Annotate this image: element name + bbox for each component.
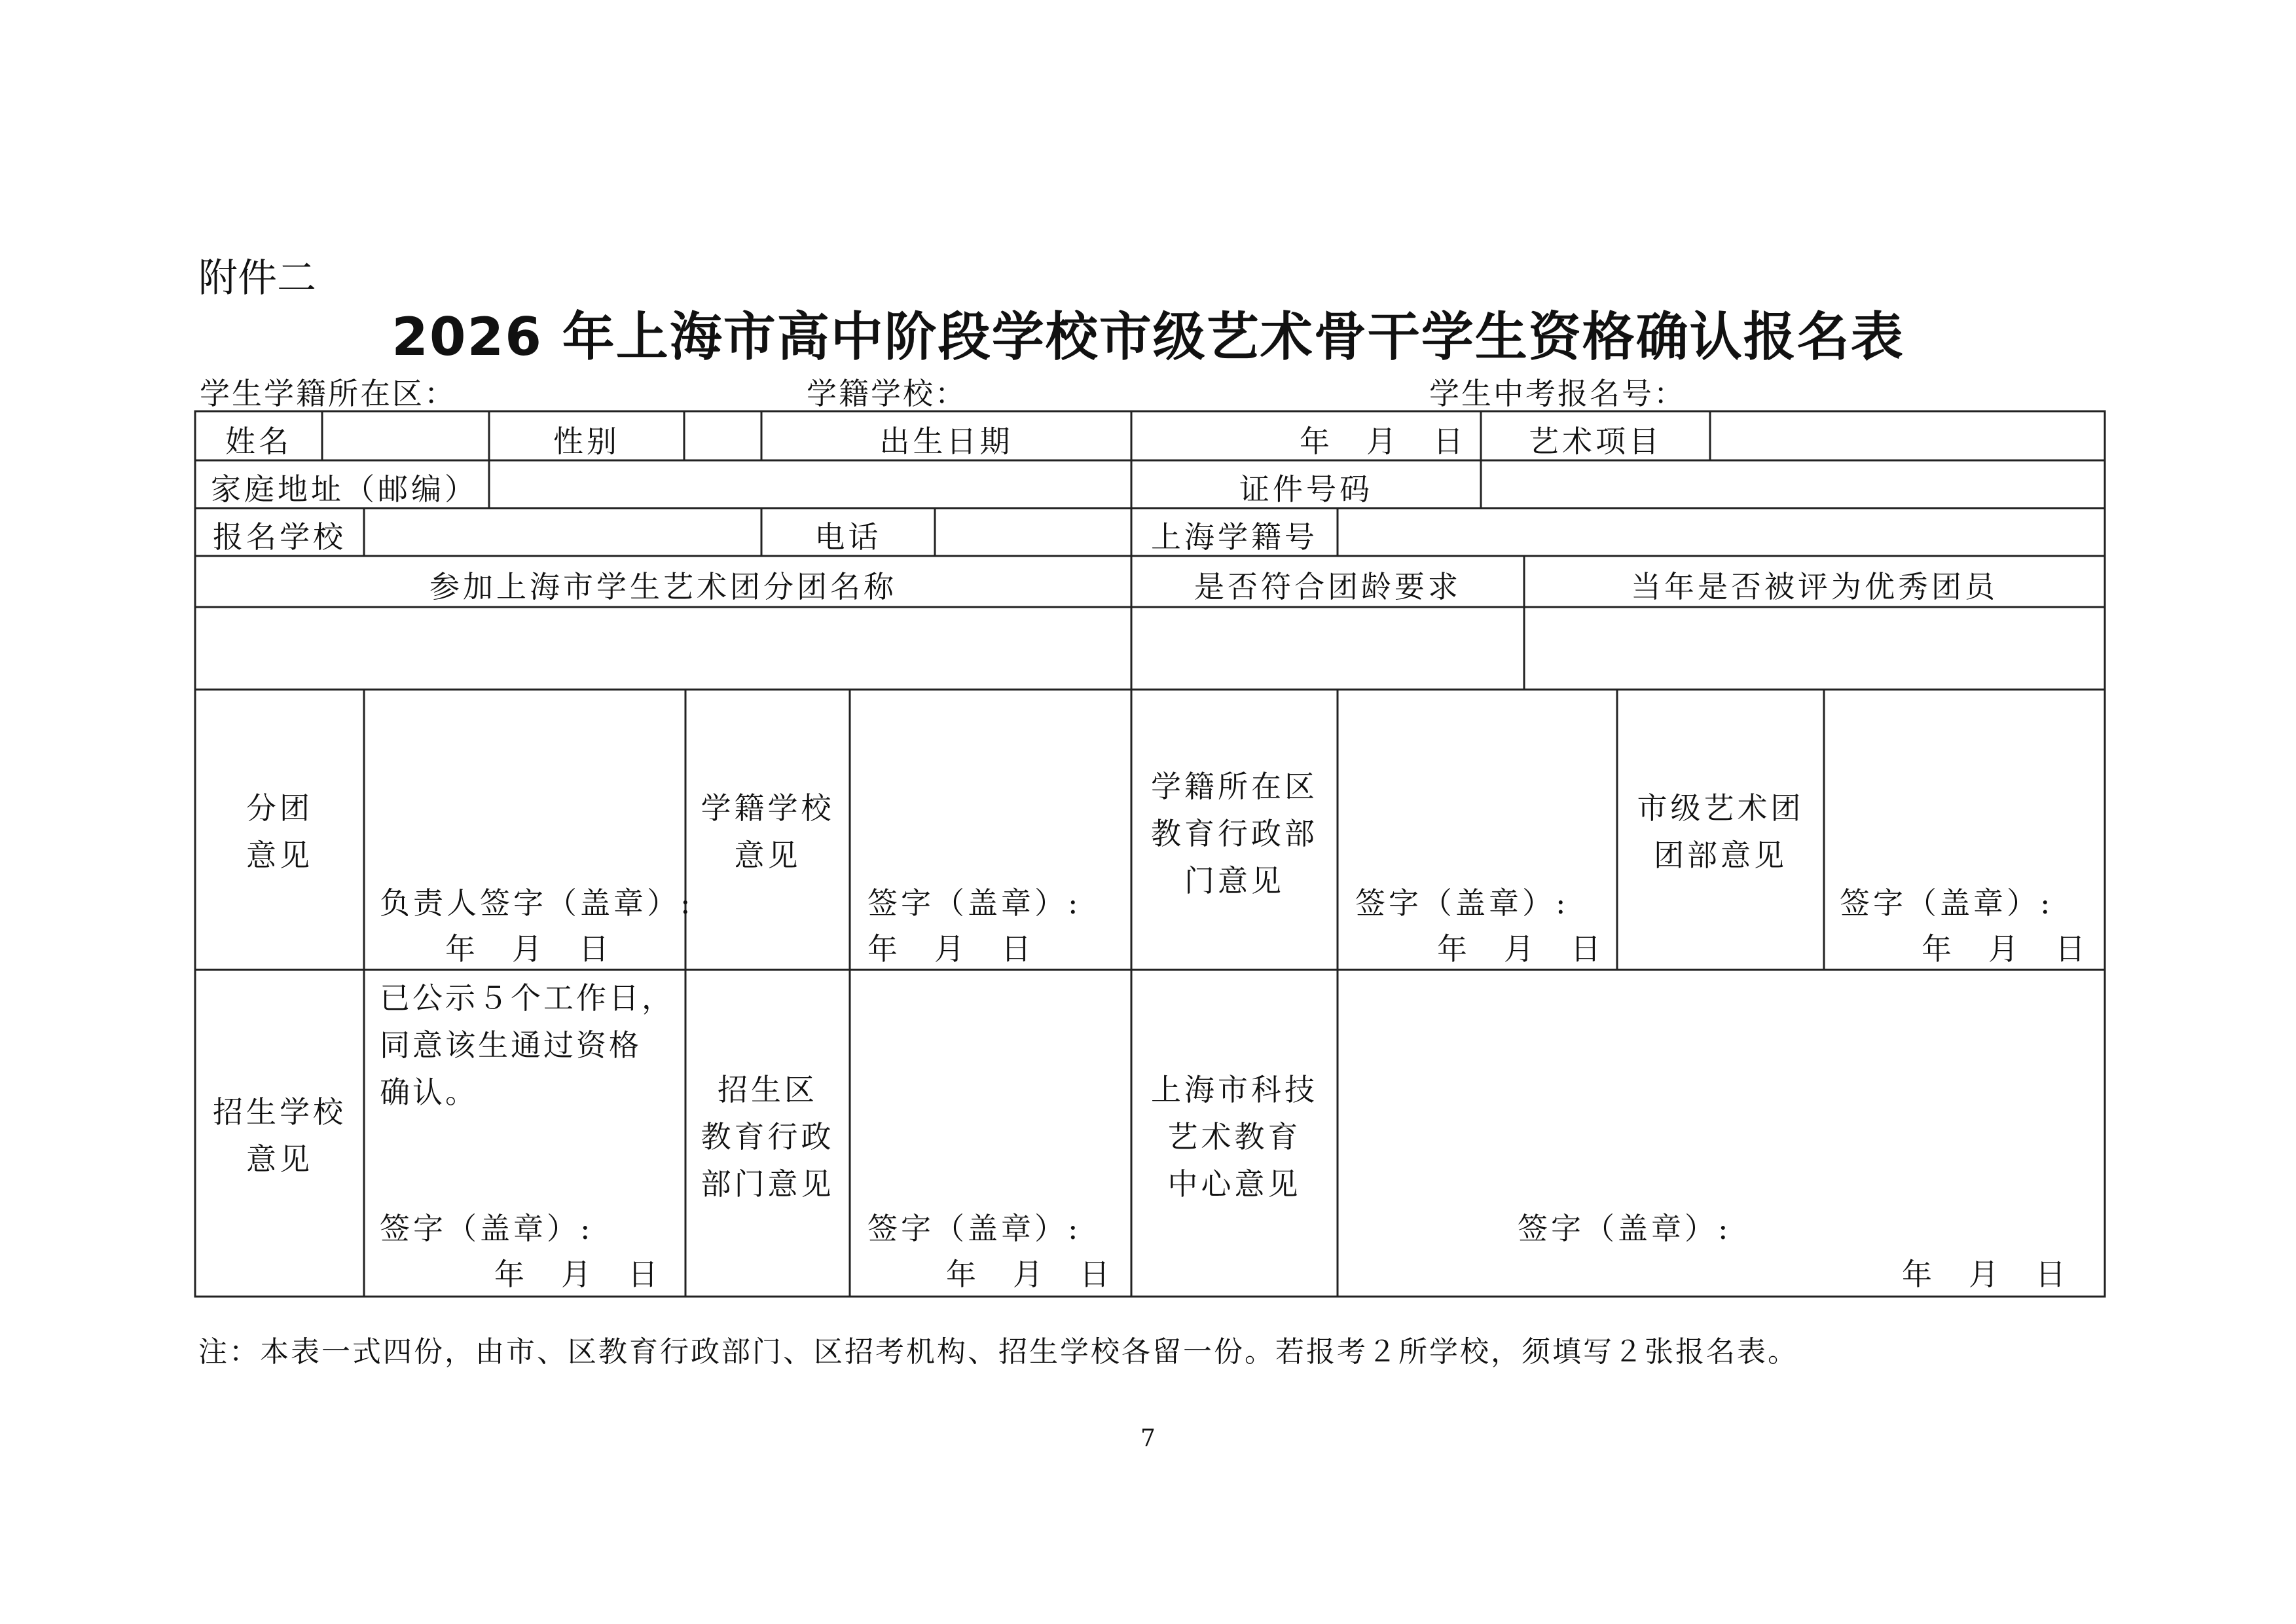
- recruit-district-date: 年 月 日: [946, 1257, 1113, 1292]
- recruit-school-signature-label: 签字（盖章）:: [380, 1211, 594, 1246]
- page-number: 7: [1140, 1425, 1156, 1452]
- form-title: 2026 年上海市高中阶段学校市级艺术骨干学生资格确认报名表: [392, 306, 1904, 367]
- art-center-opinion-label: 上海市科技 艺术教育 中心意见: [1151, 1072, 1318, 1202]
- excellent-member-label: 当年是否被评为优秀团员: [1631, 569, 1998, 604]
- district-field-label: 学生学籍所在区：: [200, 376, 456, 411]
- applying-school-label: 报名学校: [213, 519, 346, 555]
- recruit-school-statement: 已公示５个工作日， 同意该生通过资格 确认。: [380, 980, 674, 1110]
- attachment-label: 附件二: [198, 255, 316, 301]
- footnote: 注：本表一式四份，由市、区教育行政部门、区招考机构、招生学校各留一份。若报考２所学校，须填写２张报名表。: [198, 1335, 1798, 1369]
- birth-date-label: 出生日期: [879, 424, 1013, 459]
- art-center-signature-label: 签字（盖章）:: [1518, 1211, 1732, 1246]
- branch-signature-label: 负责人签字（盖章）:: [380, 885, 694, 921]
- gender-label: 性别: [553, 424, 620, 459]
- city-signature-label: 签字（盖章）:: [1840, 885, 2054, 921]
- name-label: 姓名: [225, 424, 292, 459]
- recruit-district-signature-label: 签字（盖章）:: [867, 1211, 1082, 1246]
- recruit-district-opinion-label: 招生区 教育行政 部门意见: [701, 1072, 835, 1202]
- district-signature-label: 签字（盖章）:: [1355, 885, 1569, 921]
- shanghai-registration-label: 上海学籍号: [1151, 519, 1318, 555]
- phone-label: 电话: [814, 519, 882, 555]
- school-signature-label: 签字（盖章）:: [867, 885, 1082, 921]
- age-requirement-label: 是否符合团龄要求: [1194, 569, 1461, 604]
- branch-date: 年 月 日: [445, 931, 612, 967]
- art-project-label: 艺术项目: [1529, 424, 1662, 459]
- recruit-school-opinion-label: 招生学校 意见: [213, 1094, 346, 1177]
- school-date: 年 月 日: [867, 931, 1034, 967]
- city-troupe-opinion-label: 市级艺术团 团部意见: [1637, 790, 1804, 873]
- branch-opinion-label: 分团 意见: [246, 790, 313, 873]
- school-field-label: 学籍学校：: [807, 376, 967, 411]
- exam-number-field-label: 学生中考报名号：: [1429, 376, 1686, 411]
- school-opinion-label: 学籍学校 意见: [701, 790, 835, 873]
- birth-date-ymd: 年 月 日: [1300, 424, 1467, 459]
- id-number-label: 证件号码: [1239, 471, 1373, 507]
- recruit-school-date: 年 月 日: [494, 1257, 661, 1292]
- district-opinion-label: 学籍所在区 教育行政部 门意见: [1151, 769, 1318, 898]
- art-center-date: 年 月 日: [1902, 1257, 2069, 1292]
- city-date: 年 月 日: [1922, 931, 2088, 967]
- troupe-name-label: 参加上海市学生艺术团分团名称: [429, 569, 897, 604]
- home-address-label: 家庭地址（邮编）: [211, 471, 478, 507]
- district-date: 年 月 日: [1437, 931, 1604, 967]
